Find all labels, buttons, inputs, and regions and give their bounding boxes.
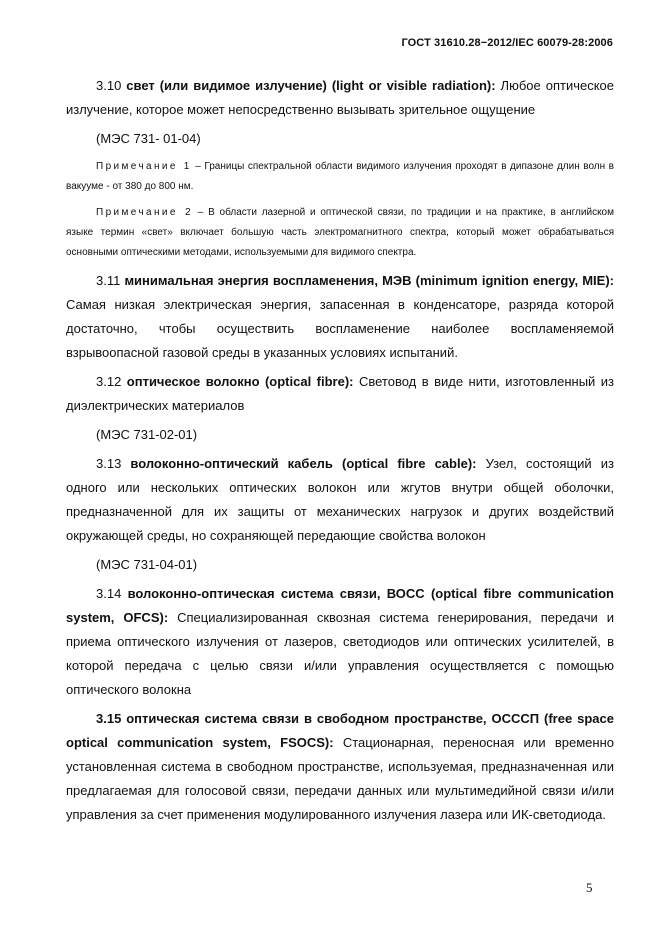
reference-mes: (МЭС 731- 01-04) <box>96 131 201 146</box>
term-entry-3-12 <box>66 370 614 418</box>
term-definition: Узел, состоящий из одного или нескольких оптических волокон или жгутов внутри общей оболочки, предназначенной для их защиты от механических нагрузок и других воздействий окружающей среды, но сохраняющей передающие свойства волокон <box>66 456 614 543</box>
term-entry-3-10 <box>66 74 614 122</box>
term-definition: Специализированная сквозная система генерирования, передачи и приема оптического излучения от лазеров, светодиодов или оптических усилителей, в которой передача с целью связи и/или управления осуществляется с помощью оптического волокна <box>66 610 614 697</box>
term-entry-3-15 <box>66 707 614 827</box>
entry-number: 3.11 <box>96 273 125 288</box>
standard-header: ГОСТ 31610.28−2012/IEC 60079-28:2006 <box>401 37 613 49</box>
note-1 <box>66 157 614 197</box>
note-label: Примечание 2 <box>96 207 194 218</box>
entry-number: 3.13 <box>96 456 131 471</box>
term-title: оптическая система связи в свободном пространстве, ОСССП (free space optical communication system, FSOCS): <box>66 711 614 750</box>
document-body <box>66 74 614 827</box>
page-number: 5 <box>586 880 593 895</box>
reference-mes: (МЭС 731-02-01) <box>96 427 198 442</box>
term-title: оптическое волокно (optical fibre): <box>126 374 354 389</box>
term-entry-3-11 <box>66 269 614 365</box>
entry-number: 3.14 <box>96 586 128 601</box>
term-entry-3-13 <box>66 452 614 548</box>
term-entry-3-14 <box>66 582 614 702</box>
entry-number: 3.10 <box>96 78 127 93</box>
term-title: волоконно-оптическая система связи, ВОСС (optical fibre communication system, OFCS): <box>66 586 614 625</box>
entry-number: 3.12 <box>96 374 127 389</box>
term-title: волоконно-оптический кабель (optical fibre cable): <box>130 456 477 471</box>
note-label: Примечание 1 <box>96 161 192 172</box>
reference-mes: (МЭС 731-04-01) <box>96 557 198 572</box>
entry-number: 3.15 <box>96 711 127 726</box>
note-text: – В области лазерной и оптической связи, по традиции и на практике, в английском языке термин «свет» включает большую часть электромагнитного спектра, который может обрабатываться основными оптическими методами, используемыми для видимого спектра. <box>66 207 614 258</box>
term-title: минимальная энергия воспламенения, МЭВ (minimum ignition energy, MIE): <box>124 273 614 288</box>
term-definition: Любое оптическое излучение, которое может непосредственно вызывать зрительное ощущение <box>66 78 614 117</box>
note-2 <box>66 203 614 263</box>
term-title: свет (или видимое излучение) (light or visible radiation): <box>126 78 496 93</box>
term-definition: Самая низкая электрическая энергия, запасенная в конденсаторе, разряда которой достаточно, чтобы осуществить воспламенение наиболее воспламеняемой взрывоопасной газовой среды в указанных условиях испытаний. <box>66 297 614 360</box>
note-text: – Границы спектральной области видимого излучения проходят в дипазоне длин волн в вакууме - от 380 до 800 нм. <box>66 161 614 192</box>
term-definition: Стационарная, переносная или временно установленная система в свободном пространстве, используемая, предназначенная или предлагаемая для голосовой связи, передачи данных или мультимедийной связи и/или управления за счет применения модулированного излучения лазера или ИК-светодиода. <box>66 735 614 822</box>
term-definition: Световод в виде нити, изготовленный из диэлектрических материалов <box>66 374 615 413</box>
